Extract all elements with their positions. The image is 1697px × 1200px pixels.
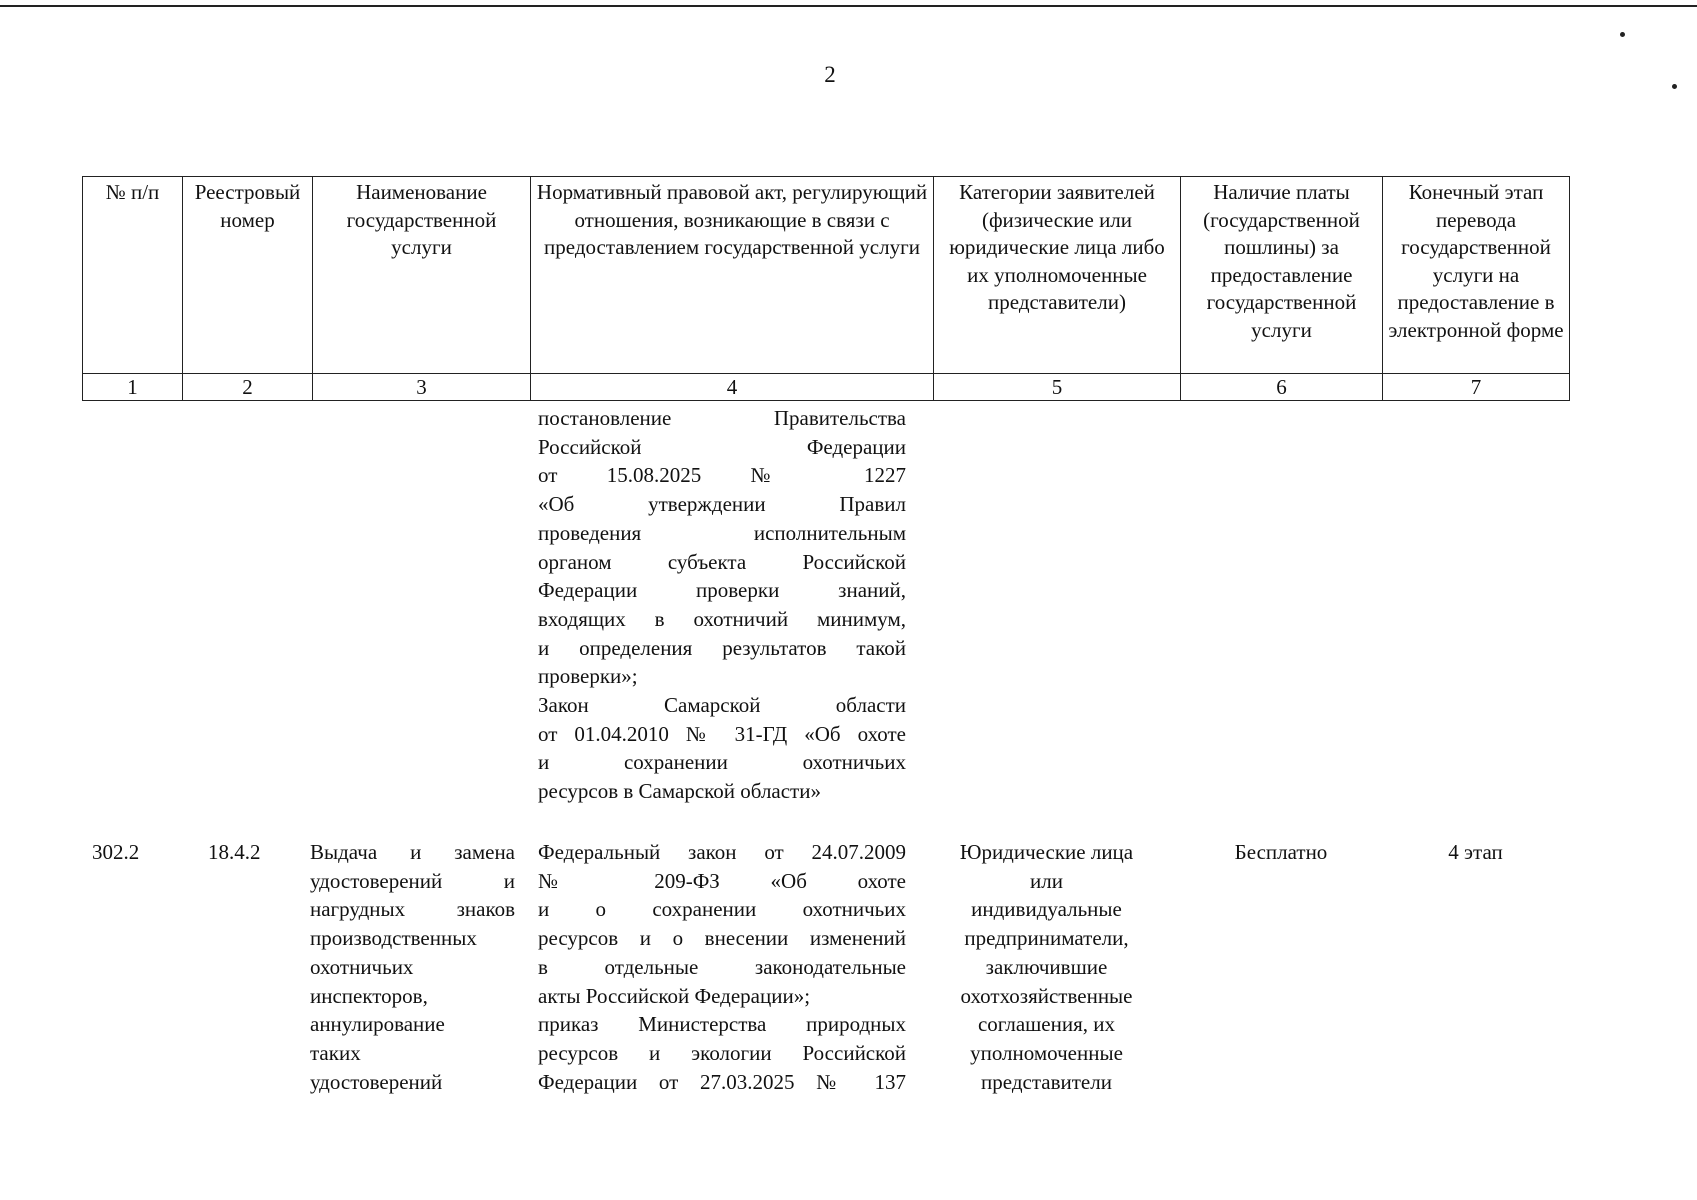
law-line: «Об утверждении Правил [538,492,906,517]
law-line: и о сохранении охотничьих [538,897,906,922]
column-number: 1 [83,374,183,401]
registry-number: 18.4.2 [208,840,261,864]
law-line: приказ Министерства природных [538,1012,906,1037]
service-line: охотничьих [310,954,414,979]
header-cell: № п/п [83,177,183,374]
continued-law-text [538,404,906,806]
column-number: 3 [313,374,531,401]
row-law-text [538,838,906,1096]
header-cell: Реестровый номер [183,177,313,374]
service-line: нагрудных знаков [310,897,515,922]
service-line: аннулирование [310,1012,445,1037]
law-line: ресурсов и экологии Российской [538,1040,906,1065]
law-line: проверки»; [538,664,638,689]
page-number: 2 [824,62,836,87]
column-number: 2 [183,374,313,401]
law-line: Российской Федерации [538,434,906,459]
electronic-stage: 4 этап [1448,840,1503,864]
applicant-line: или [1030,868,1063,893]
service-line: производственных [310,926,477,951]
column-number: 4 [531,374,934,401]
header-cell: Нормативный правовой акт, регулирующий отношения, возникающие в связи с предоставлением государственной услуги [531,177,934,374]
header-cell: Категории заявителей (физические или юридические лица либо их уполномоченные представители) [934,177,1181,374]
row-number: 302.2 [92,840,140,864]
column-number: 5 [934,374,1181,401]
top-rule [0,5,1697,7]
services-table-header [82,176,1570,401]
law-line: ресурсов в Самарской области» [538,779,821,804]
header-cell: Наименование государственной услуги [313,177,531,374]
applicant-line: представители [981,1069,1112,1094]
law-line: от 01.04.2010 № 31-ГД «Об охоте [538,721,906,746]
service-line: таких [310,1040,361,1065]
applicant-line: охотхозяйственные [960,983,1133,1008]
applicant-line: заключившие [985,954,1108,979]
law-line: акты Российской Федерации»; [538,983,811,1008]
header-row [83,177,1570,374]
applicant-line: уполномоченные [970,1040,1123,1065]
law-line: постановление Правительства [538,406,906,430]
applicant-categories [934,838,1159,1096]
fee-value: Бесплатно [1234,840,1328,864]
column-number: 6 [1181,374,1383,401]
applicant-line: Юридические лица [959,840,1134,864]
law-line: входящих в охотничий минимум, [538,606,906,631]
law-line: Федеральный закон от 24.07.2009 [538,840,906,864]
law-line: органом субъекта Российской [538,549,906,574]
law-line: Федерации от 27.03.2025 № 137 [538,1069,906,1094]
service-line: удостоверений [310,1069,443,1094]
law-line: и определения результатов такой [538,635,906,660]
law-line: проведения исполнительным [538,520,906,545]
header-cell: Конечный этап перевода государственной услуги на предоставление в электронной форме [1383,177,1570,374]
law-line: Закон Самарской области [538,693,906,718]
law-line: и сохранении охотничьих [538,750,906,775]
column-number-row [83,374,1570,401]
scan-speck [1672,84,1677,89]
service-line: Выдача и замена [310,840,515,864]
service-line: инспекторов, [310,983,428,1008]
law-line: ресурсов и о внесении изменений [538,926,906,951]
service-line: удостоверений и [310,868,515,893]
law-line: Федерации проверки знаний, [538,578,906,603]
scan-speck [1620,32,1625,37]
law-line: от 15.08.2025 № 1227 [538,463,906,488]
header-cell: Наличие платы (государственной пошлины) за предоставление государственной услуги [1181,177,1383,374]
applicant-line: соглашения, их [977,1012,1116,1037]
column-number: 7 [1383,374,1570,401]
law-line: в отдельные законодательные [538,954,906,979]
law-line: № 209-ФЗ «Об охоте [538,868,906,893]
applicant-line: индивидуальные [971,897,1122,922]
applicant-line: предприниматели, [964,926,1129,951]
service-name [310,838,515,1096]
